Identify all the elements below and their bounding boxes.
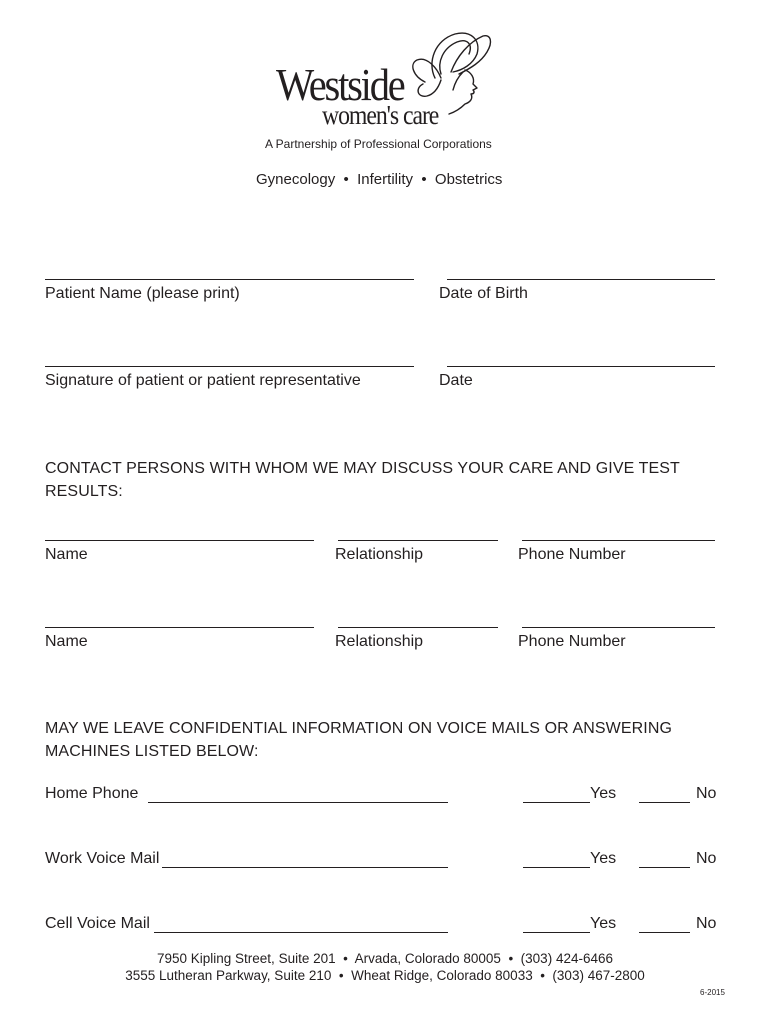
- home-phone-yes-field[interactable]: [523, 802, 590, 803]
- butterfly-profile-icon: [405, 26, 495, 116]
- contact-name-field[interactable]: [45, 627, 314, 628]
- date-of-birth-label: Date of Birth: [439, 285, 528, 302]
- cell-voicemail-field[interactable]: [154, 932, 448, 933]
- date-field[interactable]: [447, 366, 715, 367]
- contact-name-label: Name: [45, 633, 88, 650]
- cell-voicemail-no-field[interactable]: [639, 932, 690, 933]
- cell-voicemail-label: Cell Voice Mail: [45, 915, 150, 932]
- footer-address-wheat-ridge: 3555 Lutheran Parkway, Suite 210 • Wheat Ridge, Colorado 80033 • (303) 467-2800: [125, 968, 645, 983]
- work-voicemail-yes-label: Yes: [590, 850, 617, 867]
- contact-relationship-label: Relationship: [335, 633, 424, 650]
- contact-relationship-field[interactable]: [338, 627, 498, 628]
- contact-phone-label: Phone Number: [518, 546, 626, 563]
- contact-phone-field[interactable]: [522, 540, 715, 541]
- work-voicemail-no-label: No: [696, 850, 717, 867]
- home-phone-field[interactable]: [148, 802, 448, 803]
- logo-wordmark-womens-care: women's care: [322, 100, 439, 130]
- tagline: A Partnership of Professional Corporations: [265, 137, 492, 151]
- work-voicemail-label: Work Voice Mail: [45, 850, 160, 867]
- cell-voicemail-yes-field[interactable]: [523, 932, 590, 933]
- home-phone-label: Home Phone: [45, 785, 139, 802]
- contact-phone-field[interactable]: [522, 627, 715, 628]
- contact-name-label: Name: [45, 546, 88, 563]
- services-list: Gynecology • Infertility • Obstetrics: [256, 171, 503, 188]
- work-voicemail-yes-field[interactable]: [523, 867, 590, 868]
- home-phone-yes-label: Yes: [590, 785, 617, 802]
- contact-relationship-field[interactable]: [338, 540, 498, 541]
- revision-date: 6-2015: [700, 988, 725, 997]
- patient-name-field[interactable]: [45, 279, 414, 280]
- logo-wordmark-westside: Westside: [276, 59, 404, 110]
- work-voicemail-field[interactable]: [162, 867, 448, 868]
- work-voicemail-no-field[interactable]: [639, 867, 690, 868]
- signature-label: Signature of patient or patient representative: [45, 372, 361, 389]
- home-phone-no-label: No: [696, 785, 717, 802]
- cell-voicemail-no-label: No: [696, 915, 717, 932]
- voicemail-heading: MAY WE LEAVE CONFIDENTIAL INFORMATION ON VOICE MAILS OR ANSWERING MACHINES LISTED BELOW:: [45, 720, 673, 760]
- signature-field[interactable]: [45, 366, 414, 367]
- patient-name-label: Patient Name (please print): [45, 285, 240, 302]
- contact-name-field[interactable]: [45, 540, 314, 541]
- cell-voicemail-yes-label: Yes: [590, 915, 617, 932]
- contacts-heading: CONTACT PERSONS WITH WHOM WE MAY DISCUSS YOUR CARE AND GIVE TEST RESULTS:: [45, 460, 680, 500]
- contact-relationship-label: Relationship: [335, 546, 424, 563]
- contact-phone-label: Phone Number: [518, 633, 626, 650]
- home-phone-no-field[interactable]: [639, 802, 690, 803]
- footer-address-arvada: 7950 Kipling Street, Suite 201 • Arvada, Colorado 80005 • (303) 424-6466: [156, 951, 613, 966]
- date-of-birth-field[interactable]: [447, 279, 715, 280]
- date-label: Date: [439, 372, 473, 389]
